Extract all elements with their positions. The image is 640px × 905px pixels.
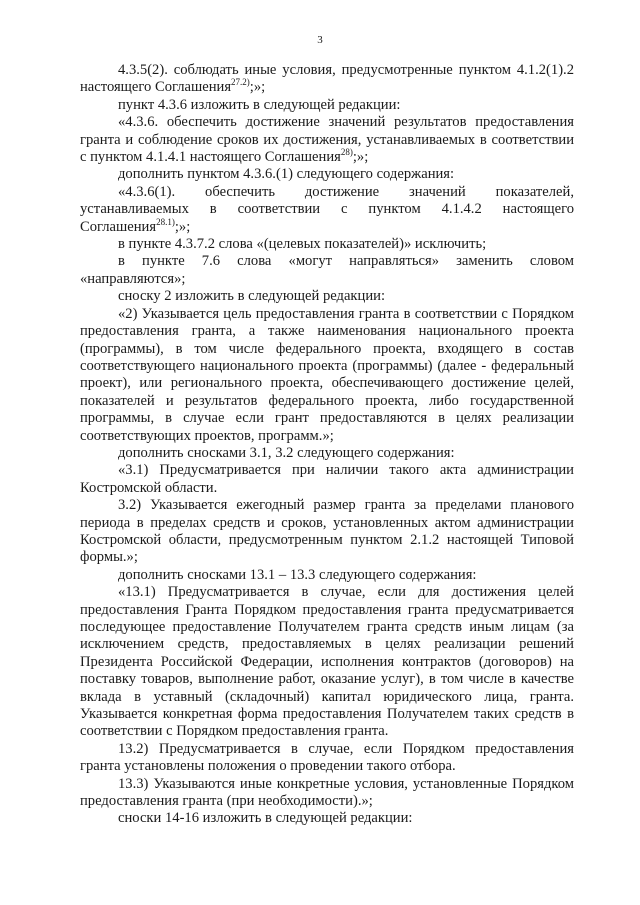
paragraph-footnote-13-1: «13.1) Предусматривается в случае, если для достижения целей предоставления Гранта Порядком предоставления гранта предусматривается последующее предоставление Получателем гранта средств иным лицам (за исключением средств, предоставляемых в целях реализации решений Президента Российской Федерации, исполнения контрактов (договоров) на поставку товаров, выполнение работ, оказание услуг), в том числе в качестве вклада в уставный (складочный) капитал юридического лица, гранта. Указывается конкретная форма предоставления Получателем таких средств в соответствии с Порядком предоставления гранта. — [80, 584, 574, 740]
paragraph-footnote-3-2: 3.2) Указывается ежегодный размер гранта за пределами планового периода в пределах средств и сроков, установленных актом администрации Костромской области, предусмотренным пунктом 2.1.2 настоящей Типовой формы.»; — [80, 497, 574, 566]
paragraph-4-3-6: «4.3.6. обеспечить достижение значений результатов предоставления гранта и соблюдение сроков их достижения, устанавливаемых в соответствии с пунктом 4.1.4.1 настоящего Соглашения$^{28)}$;»; — [80, 114, 574, 166]
paragraph-instruction-footnote-2: сноску 2 изложить в следующей редакции: — [118, 288, 386, 305]
paragraph-4-3-5-2: 4.3.5(2). соблюдать иные условия, предусмотренные пунктом 4.1.2(1).2 настоящего Соглашения$^{27.2)}$;»; — [80, 62, 574, 96]
paragraph-instruction-footnotes-14-16: сноски 14-16 изложить в следующей редакции: — [118, 810, 413, 827]
paragraph-footnote-13-2: 13.2) Предусматривается в случае, если Порядком предоставления гранта установлены положения о проведении такого отбора. — [80, 740, 574, 775]
footnote-ref: 27.2) — [231, 77, 250, 88]
paragraph-footnote-3-1: «3.1) Предусматривается при наличии такого акта администрации Костромской области. — [80, 462, 574, 496]
document-body — [80, 62, 574, 828]
footnote-ref: 28) — [340, 147, 353, 158]
paragraph-instruction-footnotes-13: дополнить сносками 13.1 – 13.3 следующего содержания: — [118, 566, 477, 583]
paragraph-4-3-6-1: «4.3.6(1). обеспечить достижение значений показателей, устанавливаемых в соответствии с пунктом 4.1.4.2 настоящего Соглашения$^{28.1)}$;»; — [80, 183, 574, 235]
paragraph-7-6: в пункте 7.6 слова «могут направляться» заменить словом «направляются»; — [80, 253, 574, 287]
page-number: 3 — [317, 34, 323, 46]
paragraph-footnote-13-3: 13.3) Указываются иные конкретные условия, установленные Порядком предоставления гранта (при необходимости).»; — [80, 775, 574, 810]
paragraph-footnote-2: «2) Указывается цель предоставления гранта в соответствии с Порядком предоставления гранта, а также наименования национального проекта (программы), в том числе федерального проекта, входящего в состав соответствующего национального проекта (программы) (далее - федеральный проект), или регионального проекта, обеспечивающего достижение целей, показателей и результатов федерального проекта, либо государственной программы, в случае если грант предоставляются в целях реализации соответствующих проектов, программ.»; — [80, 305, 574, 444]
paragraph-instruction-footnotes-3: дополнить сносками 3.1, 3.2 следующего содержания: — [118, 444, 455, 461]
footnote-ref: 28.1) — [156, 216, 175, 227]
paragraph-instruction-4-3-6-1: дополнить пунктом 4.3.6.(1) следующего содержания: — [118, 166, 455, 183]
paragraph-instruction-4-3-6: пункт 4.3.6 изложить в следующей редакции: — [118, 96, 401, 113]
paragraph-4-3-7-2: в пункте 4.3.7.2 слова «(целевых показателей)» исключить; — [118, 236, 487, 253]
